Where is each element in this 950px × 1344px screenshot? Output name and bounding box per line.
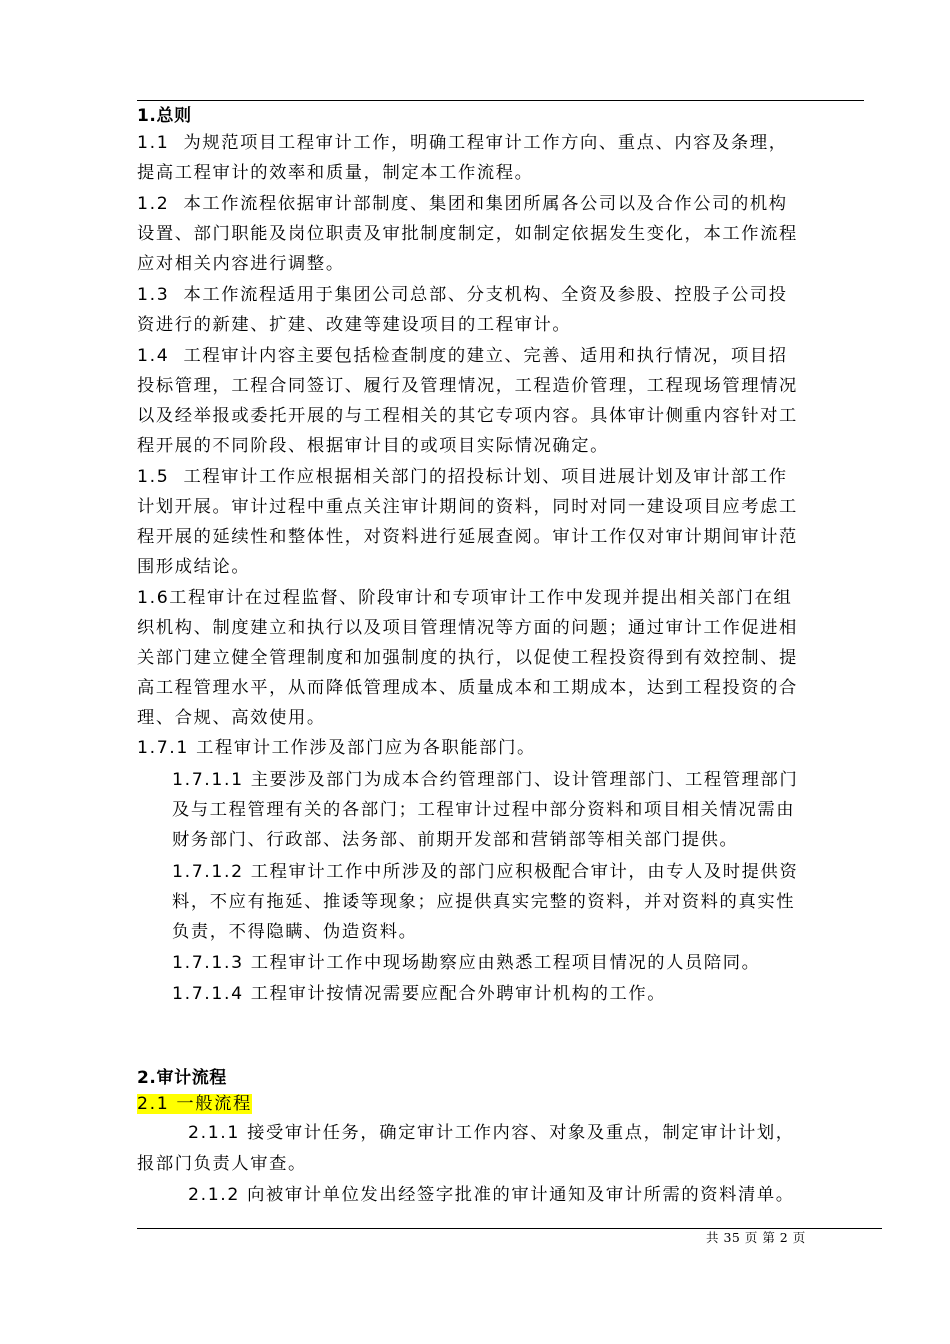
clause-text: 工程审计工作中所涉及的部门应积极配合审计，由专人及时提供资 [250, 862, 799, 882]
clause-number: 1.7.1.3 [172, 953, 244, 973]
section-number: 1. [137, 106, 157, 126]
clause-number: 2.1.1 [188, 1123, 240, 1143]
clause-number: 1.6 [137, 588, 170, 608]
clause-number: 2.1 [137, 1094, 170, 1114]
paragraph-1-7-1-3 [172, 951, 761, 975]
clause-text: 工程审计工作应根据相关部门的招投标计划、项目进展计划及审计部工作 [183, 467, 788, 487]
paragraph-1-6-line-1 [137, 586, 792, 610]
paragraph-1-7-1-2-line-1 [172, 860, 798, 884]
section-2-heading [137, 1066, 227, 1090]
clause-number: 1.7.1.4 [172, 984, 244, 1004]
paragraph-1-5-line-3: 程开展的延续性和整体性，对资料进行延展查阅。审计工作仅对审计期间审计范 [137, 527, 798, 547]
page-number-footer: 共 35 页 第 2 页 [706, 1230, 806, 1245]
clause-text: 接受审计任务，确定审计工作内容、对象及重点，制定审计计划， [247, 1123, 795, 1143]
paragraph-1-5-line-1 [137, 465, 788, 489]
header-rule [137, 100, 864, 101]
section-title: 总则 [156, 106, 192, 126]
paragraph-1-1-line-2: 提高工程审计的效率和质量，制定本工作流程。 [137, 163, 534, 183]
paragraph-1-3-line-1 [137, 283, 788, 307]
subsection-2-1-heading [137, 1092, 252, 1116]
clause-text: 一般流程 [176, 1094, 252, 1114]
clause-text: 工程审计在过程监督、阶段审计和专项审计工作中发现并提出相关部门在组 [169, 588, 793, 608]
clause-number: 1.1 [137, 133, 170, 153]
paragraph-1-4-line-4: 程开展的不同阶段、根据审计目的或项目实际情况确定。 [137, 436, 610, 456]
clause-number: 2.1.2 [188, 1185, 240, 1205]
clause-text: 为规范项目工程审计工作，明确工程审计工作方向、重点、内容及条理， [183, 133, 788, 153]
paragraph-2-1-2 [188, 1183, 795, 1207]
section-1-heading [137, 104, 192, 128]
clause-text: 工程审计内容主要包括检查制度的建立、完善、适用和执行情况，项目招 [183, 346, 788, 366]
paragraph-1-6-line-2: 织机构、制度建立和执行以及项目管理情况等方面的问题；通过审计工作促进相 [137, 618, 798, 638]
paragraph-1-7-1-1-line-1 [172, 768, 798, 792]
clause-number: 1.3 [137, 285, 170, 305]
paragraph-1-7-1-1-line-2: 及与工程管理有关的各部门；工程审计过程中部分资料和项目相关情况需由 [172, 800, 796, 820]
clause-number: 1.7.1.2 [172, 862, 244, 882]
paragraph-1-1-line-1 [137, 131, 788, 155]
paragraph-1-5-line-2: 计划开展。审计过程中重点关注审计期间的资料，同时对同一建设项目应考虑工 [137, 497, 798, 517]
clause-text: 本工作流程适用于集团公司总部、分支机构、全资及参股、控股子公司投 [183, 285, 788, 305]
clause-number: 1.5 [137, 467, 170, 487]
paragraph-2-1-1-line-1 [188, 1121, 795, 1145]
paragraph-1-6-line-4: 高工程管理水平，从而降低管理成本、质量成本和工期成本，达到工程投资的合 [137, 678, 798, 698]
paragraph-1-7-1 [137, 736, 536, 760]
section-number: 2. [137, 1068, 157, 1088]
clause-number: 1.4 [137, 346, 170, 366]
highlighted-heading [137, 1094, 252, 1114]
paragraph-1-7-1-2-line-3: 负责，不得隐瞒、伪造资料。 [172, 922, 418, 942]
clause-number: 1.7.1.1 [172, 770, 244, 790]
paragraph-1-6-line-5: 理、合规、高效使用。 [137, 708, 326, 728]
paragraph-1-4-line-1 [137, 344, 788, 368]
paragraph-1-2-line-2: 设置、部门职能及岗位职责及审批制度制定，如制定依据发生变化，本工作流程 [137, 224, 798, 244]
paragraph-1-3-line-2: 资进行的新建、扩建、改建等建设项目的工程审计。 [137, 315, 572, 335]
section-title: 审计流程 [156, 1068, 227, 1088]
paragraph-1-6-line-3: 关部门建立健全管理制度和加强制度的执行，以促使工程投资得到有效控制、提 [137, 648, 798, 668]
paragraph-1-4-line-3: 以及经举报或委托开展的与工程相关的其它专项内容。具体审计侧重内容针对工 [137, 406, 798, 426]
paragraph-2-1-1-line-2: 报部门负责人审查。 [137, 1154, 307, 1174]
clause-text: 主要涉及部门为成本合约管理部门、设计管理部门、工程管理部门 [250, 770, 799, 790]
clause-text: 工程审计工作中现场勘察应由熟悉工程项目情况的人员陪同。 [250, 953, 761, 973]
paragraph-1-2-line-1 [137, 192, 788, 216]
paragraph-1-5-line-4: 围形成结论。 [137, 557, 251, 577]
paragraph-1-7-1-2-line-2: 料，不应有拖延、推诿等现象；应提供真实完整的资料，并对资料的真实性 [172, 892, 796, 912]
paragraph-1-2-line-3: 应对相关内容进行调整。 [137, 254, 345, 274]
paragraph-1-7-1-1-line-3: 财务部门、行政部、法务部、前期开发部和营销部等相关部门提供。 [172, 830, 739, 850]
paragraph-1-4-line-2: 投标管理，工程合同签订、履行及管理情况，工程造价管理，工程现场管理情况 [137, 376, 798, 396]
clause-number: 1.2 [137, 194, 170, 214]
clause-number: 1.7.1 [137, 738, 189, 758]
clause-text: 向被审计单位发出经签字批准的审计通知及审计所需的资料清单。 [247, 1185, 795, 1205]
paragraph-1-7-1-4 [172, 982, 666, 1006]
clause-text: 工程审计按情况需要应配合外聘审计机构的工作。 [250, 984, 667, 1004]
clause-text: 工程审计工作涉及部门应为各职能部门。 [196, 738, 536, 758]
clause-text: 本工作流程依据审计部制度、集团和集团所属各公司以及合作公司的机构 [183, 194, 788, 214]
